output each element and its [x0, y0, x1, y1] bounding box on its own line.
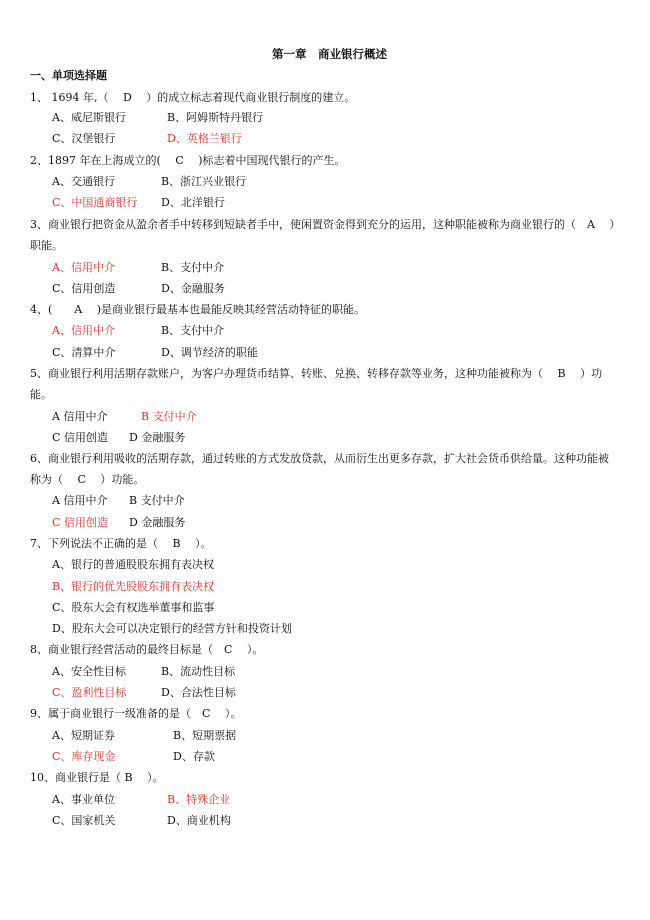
question-2-stem: 2、1897 年在上海成立的( C )标志着中国现代银行的产生。 — [30, 154, 346, 167]
question-8-option-b: B、流动性目标 — [161, 665, 236, 678]
question-2-option-c-answer: C、中国通商银行 — [52, 196, 138, 209]
question-5-stem-continued: 能。 — [30, 388, 52, 401]
question-1-option-d-answer: D、英格兰银行 — [167, 132, 242, 145]
question-10-option-a: A、事业单位 — [52, 793, 115, 806]
question-5-option-d: D 金融服务 — [129, 431, 186, 444]
question-3-option-b: B、支付中介 — [161, 261, 225, 274]
question-10-option-c: C、国家机关 — [52, 814, 116, 827]
question-8-option-c-answer: C、盈利性目标 — [52, 686, 127, 699]
question-6-option-b: B 支付中介 — [129, 494, 185, 507]
question-9-stem: 9、属于商业银行一级准备的是（ C ）。 — [30, 707, 242, 720]
question-5-stem: 5、商业银行利用活期存款账户，为客户办理货币结算、转账、兑换、转移存款等业务，这种功能被称为（ B ）功 — [30, 367, 603, 380]
question-3-stem-continued: 职能。 — [30, 239, 63, 252]
question-3-option-d: D、金融服务 — [161, 282, 225, 295]
question-5-option-c: C 信用创造 — [52, 431, 108, 444]
question-9-option-a: A、短期证券 — [52, 729, 115, 742]
question-6-stem: 6、商业银行利用吸收的活期存款，通过转账的方式发放贷款，从而衍生出更多存款，扩大社会货币供给量。这种功能被 — [30, 452, 609, 465]
question-4-option-b: B、支付中介 — [161, 324, 225, 337]
question-6-stem-continued: 称为（ C ）功能。 — [30, 473, 145, 486]
question-4-option-d: D、调节经济的职能 — [161, 346, 258, 359]
question-2-option-b: B、浙江兴业银行 — [161, 175, 247, 188]
question-8-option-d: D、合法性目标 — [161, 686, 236, 699]
question-1-stem: 1、 1694 年,（ D ）的成立标志着现代商业银行制度的建立。 — [30, 91, 356, 104]
question-9-option-d: D、存款 — [173, 750, 215, 763]
question-7-stem: 7、下列说法不正确的是（ B ）。 — [30, 537, 212, 550]
question-7-option-b-answer: B、银行的优先股股东拥有表决权 — [52, 580, 215, 593]
section-heading: 一、单项选择题 — [30, 69, 107, 82]
question-4-option-c: C、清算中介 — [52, 346, 116, 359]
question-6-option-c-answer: C 信用创造 — [52, 516, 108, 529]
question-2-option-d: D、北洋银行 — [161, 196, 225, 209]
question-10-option-d: D、商业机构 — [167, 814, 231, 827]
question-8-option-a: A、安全性目标 — [52, 665, 126, 678]
question-5-option-b-answer: B 支付中介 — [141, 410, 197, 423]
question-3-option-c: C、信用创造 — [52, 282, 116, 295]
question-1-option-c: C、汉堡银行 — [52, 132, 116, 145]
question-2-option-a: A、交通银行 — [52, 175, 115, 188]
question-10-stem: 10、商业银行是（ B ）。 — [30, 771, 164, 784]
question-6-option-d: D 金融服务 — [129, 516, 186, 529]
question-4-option-a-answer: A、信用中介 — [52, 324, 115, 337]
question-6-option-a: A 信用中介 — [52, 494, 108, 507]
question-3-stem: 3、商业银行把资金从盈余者手中转移到短缺者手中，使闲置资金得到充分的运用，这种职能被称为商业银行的（ A ） — [30, 218, 621, 231]
question-9-option-c-answer: C、库存现金 — [52, 750, 116, 763]
question-5-option-a: A 信用中介 — [52, 410, 108, 423]
question-3-option-a-answer: A、信用中介 — [52, 261, 115, 274]
question-7-option-c: C、股东大会有权选举董事和监事 — [52, 601, 215, 614]
question-9-option-b: B、短期票据 — [173, 729, 237, 742]
question-8-stem: 8、商业银行经营活动的最终目标是（ C ）。 — [30, 643, 264, 656]
question-7-option-a: A、银行的普通股股东拥有表决权 — [52, 558, 214, 571]
question-10-option-b-answer: B、特殊企业 — [167, 793, 231, 806]
page-title: 第一章 商业银行概述 — [272, 47, 387, 61]
question-7-option-d: D、股东大会可以决定银行的经营方针和投资计划 — [52, 622, 292, 635]
question-4-stem: 4、( A )是商业银行最基本也最能反映其经营活动特征的职能。 — [30, 303, 366, 316]
question-1-option-a: A、威尼斯银行 — [52, 111, 126, 124]
question-1-option-b: B、阿姆斯特丹银行 — [167, 111, 264, 124]
